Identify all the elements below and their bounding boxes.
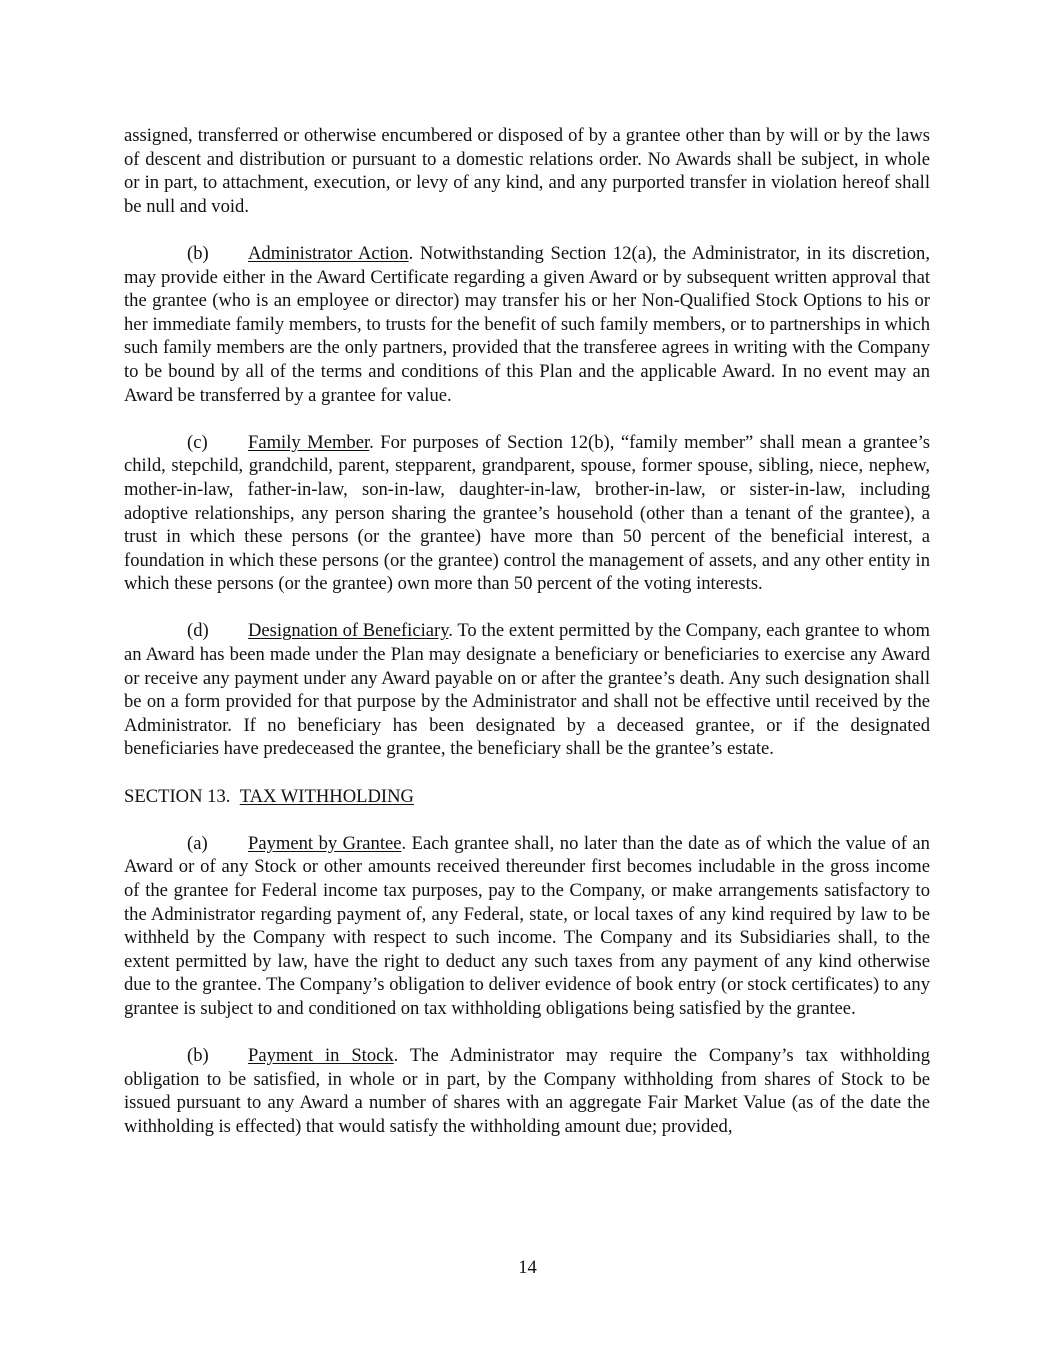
section-label: SECTION 13. — [124, 785, 231, 807]
clause-title: Payment by Grantee — [248, 832, 402, 854]
clause-title: Family Member — [248, 431, 370, 453]
paragraph-text: assigned, transferred or otherwise encumbered or disposed of by a grantee other than by will or by the laws of descent and distribution or pursuant to a domestic relations order. No Awards shall be subject, in whole or in part, to attachment, execution, or levy of any kind, and any purported transfer in violation hereof shall be null and void. — [124, 125, 930, 217]
clause-number: (b) — [187, 1045, 209, 1067]
page-number: 14 — [518, 1257, 537, 1278]
paragraph-text: . For purposes of Section 12(b), “family member” shall mean a grantee’s child, stepchild, grandchild, parent, stepparent, grandparent, spouse, former spouse, sibling, niece, nephew, mother-in-law, father-in-law, son-in-law, daughter-in-law, brother-in-law, or sister-in-law, including adoptive relationships, any person sharing the grantee’s household (other than a tenant of the grantee), a trust in which these persons (or the grantee) have more than 50 percent of the beneficial interest, a foundation in which these persons (or the grantee) control the management of assets, and any other entity in which these persons (or the grantee) own more than 50 percent of the voting interests. — [124, 431, 930, 595]
paragraph-12c — [124, 431, 930, 596]
section-13-heading — [124, 785, 930, 809]
paragraph-13b — [124, 1044, 930, 1138]
paragraph-text: . To the extent permitted by the Company, each grantee to whom an Award has been made under the Plan may designate a beneficiary or beneficiaries to exercise any Award or receive any payment under any Award payable on or after the grantee’s death. Any such designation shall be on a form provided for that purpose by the Administrator and shall not be effective until received by the Administrator. If no beneficiary has been designated by a deceased grantee, or if the designated beneficiaries have predeceased the grantee, the beneficiary shall be the grantee’s estate. — [124, 620, 931, 760]
clause-number: (c) — [187, 431, 208, 453]
clause-number: (d) — [187, 620, 209, 642]
document-page — [124, 124, 930, 1162]
section-title: TAX WITHHOLDING — [239, 785, 414, 807]
clause-number: (b) — [187, 242, 209, 264]
clause-number: (a) — [187, 832, 208, 854]
paragraph-continued — [124, 124, 930, 218]
paragraph-text: . Notwithstanding Section 12(a), the Administrator, in its discretion, may provide either in the Award Certificate regarding a given Award or by subsequent written approval that the grantee (who is an employee or director) may transfer his or her Non-Qualified Stock Options to his or her immediate family members, to trusts for the benefit of such family members, or to partnerships in which such family members are the only partners, provided that the transferee agrees in writing with the Company to be bound by all of the terms and conditions of this Plan and the applicable Award. In no event may an Award be transferred by a grantee for value. — [124, 242, 930, 406]
clause-title: Payment in Stock — [248, 1045, 394, 1067]
paragraph-12d — [124, 619, 930, 761]
paragraph-12b — [124, 242, 930, 407]
paragraph-13a — [124, 832, 930, 1021]
clause-title: Designation of Beneficiary — [248, 620, 449, 642]
paragraph-text: . Each grantee shall, no later than the date as of which the value of an Award or of any Stock or other amounts received thereunder first becomes includable in the gross income of the grantee for Federal income tax purposes, pay to the Company, or make arrangements satisfactory to the Administrator regarding payment of, any Federal, state, or local taxes of any kind required by law to be withheld by the Company with respect to such income. The Company and its Subsidiaries shall, to the extent permitted by law, have the right to deduct any such taxes from any payment of any kind otherwise due to the grantee. The Company’s obligation to deliver evidence of book entry (or stock certificates) to any grantee is subject to and conditioned on tax withholding obligations being satisfied by the grantee. — [124, 832, 930, 1019]
paragraph-text: . The Administrator may require the Company’s tax withholding obligation to be satisfied, in whole or in part, by the Company withholding from shares of Stock to be issued pursuant to any Award a number of shares with an aggregate Fair Market Value (as of the date the withholding is effected) that would satisfy the withholding amount due; provided, — [124, 1045, 930, 1137]
clause-title: Administrator Action — [248, 242, 409, 264]
